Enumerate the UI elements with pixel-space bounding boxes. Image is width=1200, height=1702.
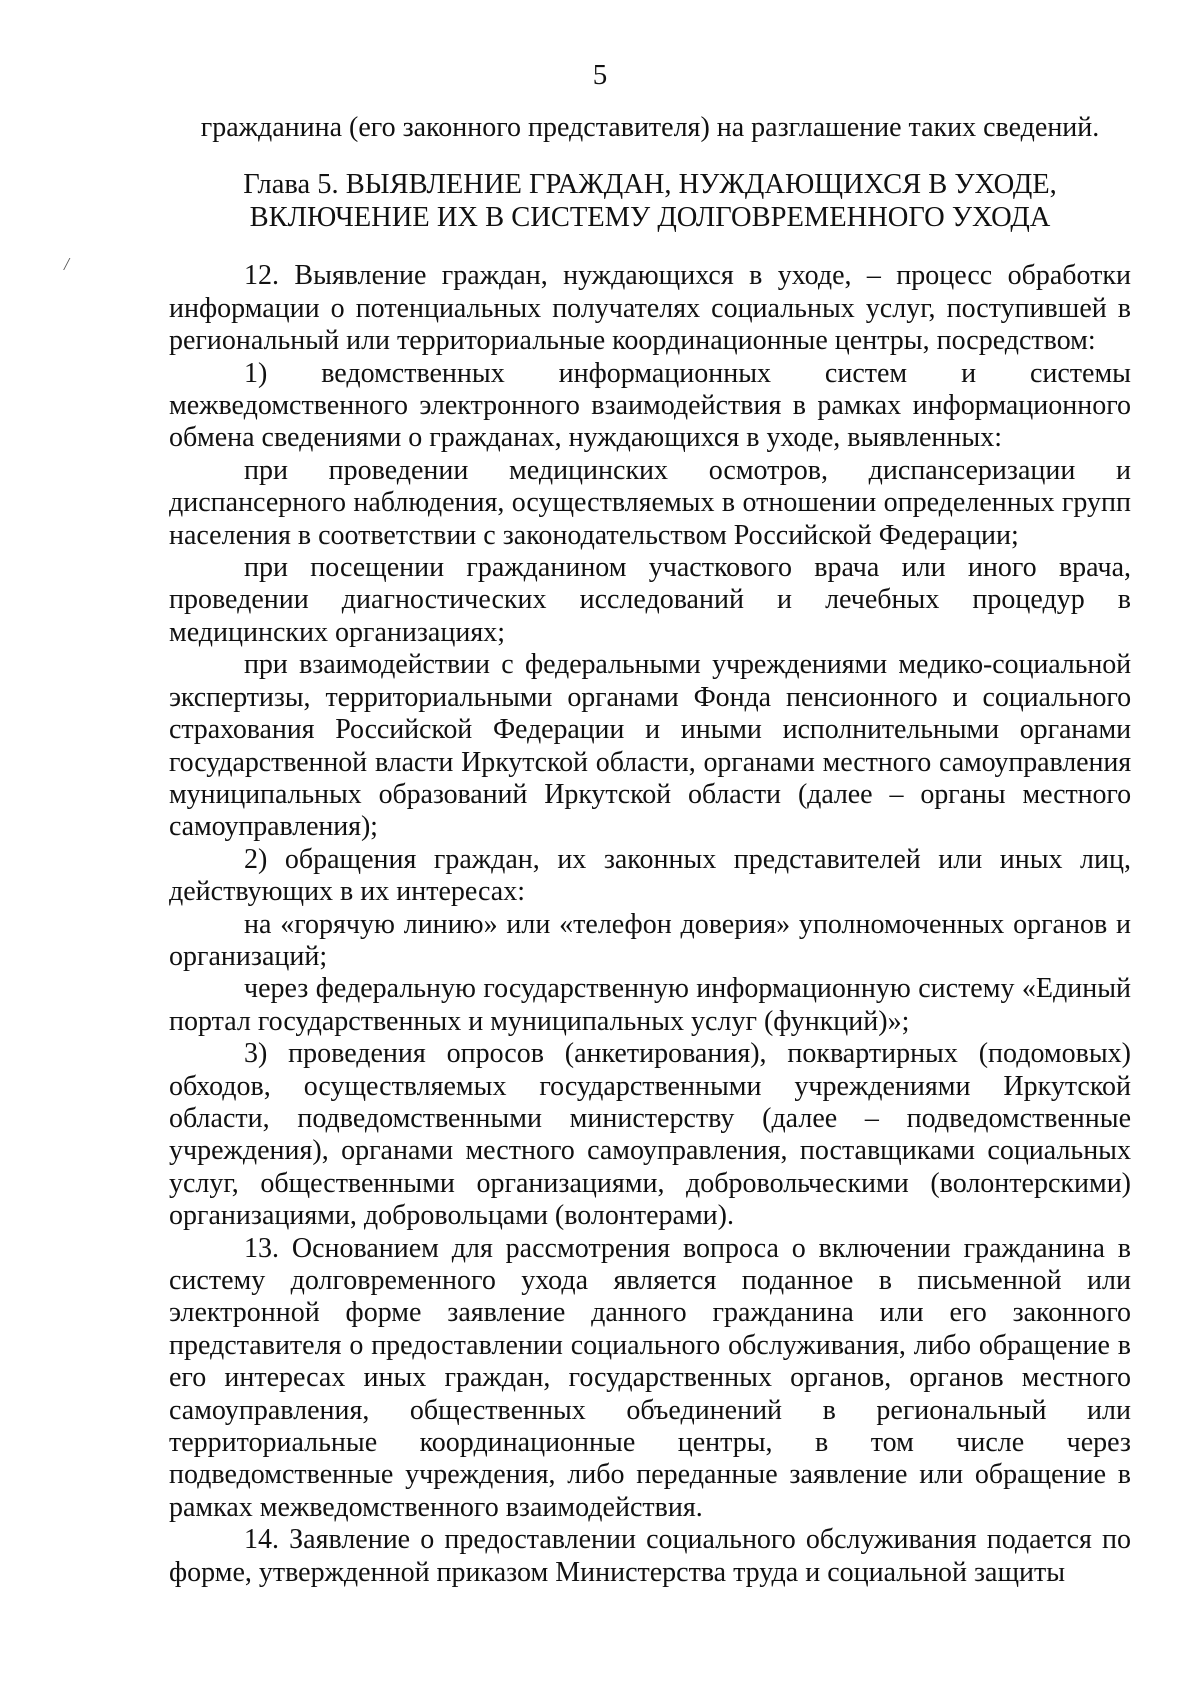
continuation-line: гражданина (его законного представителя) на разглашение таких сведений.	[200, 112, 1100, 143]
subitem-medical-exams: при проведении медицинских осмотров, диспансеризации и диспансерного наблюдения, осуществляемых в отношении определенных групп населения в соответствии с законодательством Российской Федерации;	[169, 454, 1131, 551]
subitem-portal: через федеральную государственную информационную систему «Единый портал государственных и муниципальных услуг (функций)»;	[169, 973, 1131, 1037]
item-1: 1) ведомственных информационных систем и системы межведомственного электронного взаимодействия в рамках информационного обмена сведениями о гражданах, нуждающихся в уходе, выявленных:	[169, 357, 1131, 454]
chapter-heading-line-1: Глава 5. ВЫЯВЛЕНИЕ ГРАЖДАН, НУЖДАЮЩИХСЯ В УХОДЕ,	[243, 169, 1057, 201]
subitem-interaction: при взаимодействии с федеральными учреждениями медико-социальной экспертизы, территориальными органами Фонда пенсионного и социального страхования Российской Федерации и иными исполнительными органами государственной власти Иркутской области, органами местного самоуправления муниципальных образований Иркутской области (далее – органы местного самоуправления);	[169, 649, 1131, 843]
item-2: 2) обращения граждан, их законных представителей или иных лиц, действующих в их интересах:	[169, 843, 1131, 908]
subitem-hotline: на «горячую линию» или «телефон доверия» уполномоченных органов и организаций;	[169, 908, 1131, 972]
stray-mark: /	[64, 254, 70, 274]
chapter-heading	[169, 168, 1131, 234]
page-number: 5	[592, 59, 608, 91]
paragraph-12: 12. Выявление граждан, нуждающихся в уходе, – процесс обработки информации о потенциальных получателях социальных услуг, поступившей в региональный или территориальные координационные центры, посредством:	[169, 260, 1131, 357]
subitem-doctor-visit: при посещении гражданином участкового врача или иного врача, проведении диагностических исследований и лечебных процедур в медицинских организациях;	[169, 552, 1131, 648]
paragraph-14: 14. Заявление о предоставлении социального обслуживания подается по форме, утвержденной приказом Министерства труда и социальной защиты	[169, 1524, 1131, 1588]
chapter-heading-line-2: ВКЛЮЧЕНИЕ ИХ В СИСТЕМУ ДОЛГОВРЕМЕННОГО УХОДА	[249, 202, 1051, 234]
item-3: 3) проведения опросов (анкетирования), поквартирных (подомовых) обходов, осуществляемых государственными учреждениями Иркутской области, подведомственными министерству (далее – подведомственные учреждения), органами местного самоуправления, поставщиками социальных услуг, общественными организациями, добровольческими (волонтерскими) организациями, добровольцами (волонтерами).	[169, 1038, 1131, 1232]
paragraph-13: 13. Основанием для рассмотрения вопроса о включении гражданина в систему долговременного ухода является поданное в письменной или электронной форме заявление данного гражданина или его законного представителя о предоставлении социального обслуживания, либо обращение в его интересах иных граждан, государственных органов, органов местного самоуправления, общественных объединений в региональный или территориальные координационные центры, в том числе через подведомственные учреждения, либо переданные заявление или обращение в рамках межведомственного взаимодействия.	[169, 1232, 1131, 1523]
document-body	[169, 112, 1131, 1589]
